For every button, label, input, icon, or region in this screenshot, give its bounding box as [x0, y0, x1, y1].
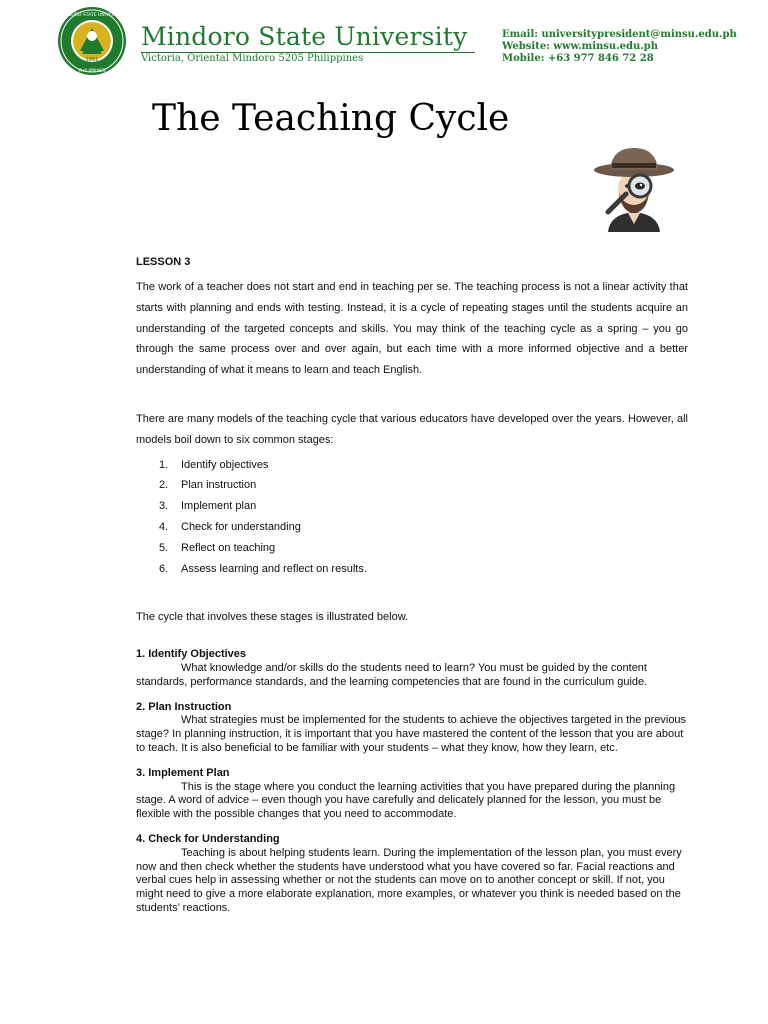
section-body: What strategies must be implemented for the students to achieve the objectives targeted in the previous stage? In planning instruction, it is important that you have mastered the content of the lesson that you are about to teach. It is also beneficial to be familiar with your students – what they know, how they learn, etc.: [136, 714, 687, 754]
contact-block: [502, 29, 737, 65]
section-identify-objectives: [136, 648, 688, 689]
list-item: 3. Implement plan: [159, 500, 257, 513]
section-heading: 4. Check for Understanding: [136, 832, 280, 845]
list-item: 5. Reflect on teaching: [159, 541, 276, 554]
document-body: [136, 256, 688, 927]
list-item: 6. Assess learning and reflect on results.: [159, 562, 367, 575]
contact-mobile: Mobile: +63 977 846 72 28: [502, 53, 654, 64]
section-heading: 3. Implement Plan: [136, 766, 230, 779]
section-heading: 1. Identify Objectives: [136, 648, 247, 661]
svg-text:1951: 1951: [85, 57, 99, 63]
svg-text:MINDORO STATE UNIVERSITY: MINDORO STATE UNIVERSITY: [59, 13, 125, 18]
detective-avatar-icon: [588, 140, 680, 232]
section-body: What knowledge and/or skills do the students need to learn? You must be guided by the content standards, performance standards, and the learning competencies that are found in the curriculum guide.: [136, 661, 648, 688]
illustration-note: The cycle that involves these stages is illustrated below.: [136, 611, 409, 624]
lesson-label: LESSON 3: [136, 256, 191, 268]
intro-paragraph: The work of a teacher does not start and end in teaching per se. The teaching process is not a linear activity that starts with planning and ends with testing. Instead, it is a cycle of repeating stages until the students acquire an understanding of the targeted concepts and skills. You may think of the teaching cycle as a spring – you go through the same process over and over again, but each time with a more informed objective and a better understanding of what it means to learn and teach English.: [136, 281, 688, 377]
contact-email: Email: universitypresident@minsu.edu.ph: [502, 29, 737, 40]
section-body: Teaching is about helping students learn. During the implementation of the lesson plan, you must every now and then check whether the students have understood what you have covered so far. Facial reactions and verbal cues help in assessing whether or not the students can move on to another concept or skill. If not, you might need to give a more elaborate explanation, more examples, or whatever you think is needed based on the students’ reactions.: [136, 846, 682, 914]
list-item: 4. Check for understanding: [159, 520, 301, 533]
svg-text:PHILIPPINES: PHILIPPINES: [78, 69, 106, 74]
models-paragraph: There are many models of the teaching cycle that various educators have developed over the years. However, all models boil down to six common stages:: [136, 412, 688, 446]
section-plan-instruction: [136, 701, 688, 756]
document-title: The Teaching Cycle: [152, 98, 510, 139]
letterhead: [0, 0, 768, 80]
university-name: Mindoro State University: [141, 22, 468, 51]
list-item: 2. Plan instruction: [159, 479, 257, 492]
section-heading: 2. Plan Instruction: [136, 700, 232, 713]
section-implement-plan: [136, 767, 688, 822]
section-body: This is the stage where you conduct the learning activities that you have prepared during the planning stage. A word of advice – even though you have carefully and delicately planned for the lesson, you must be flexible with the possible changes that you need to accommodate.: [136, 780, 676, 821]
university-seal-icon: [52, 6, 132, 76]
section-check-understanding: [136, 833, 688, 916]
contact-website: Website: www.minsu.edu.ph: [502, 41, 659, 52]
list-item: 1. Identify objectives: [159, 458, 269, 471]
stages-list: [136, 455, 688, 580]
university-address: Victoria, Oriental Mindoro 5205 Philippines: [141, 53, 364, 64]
